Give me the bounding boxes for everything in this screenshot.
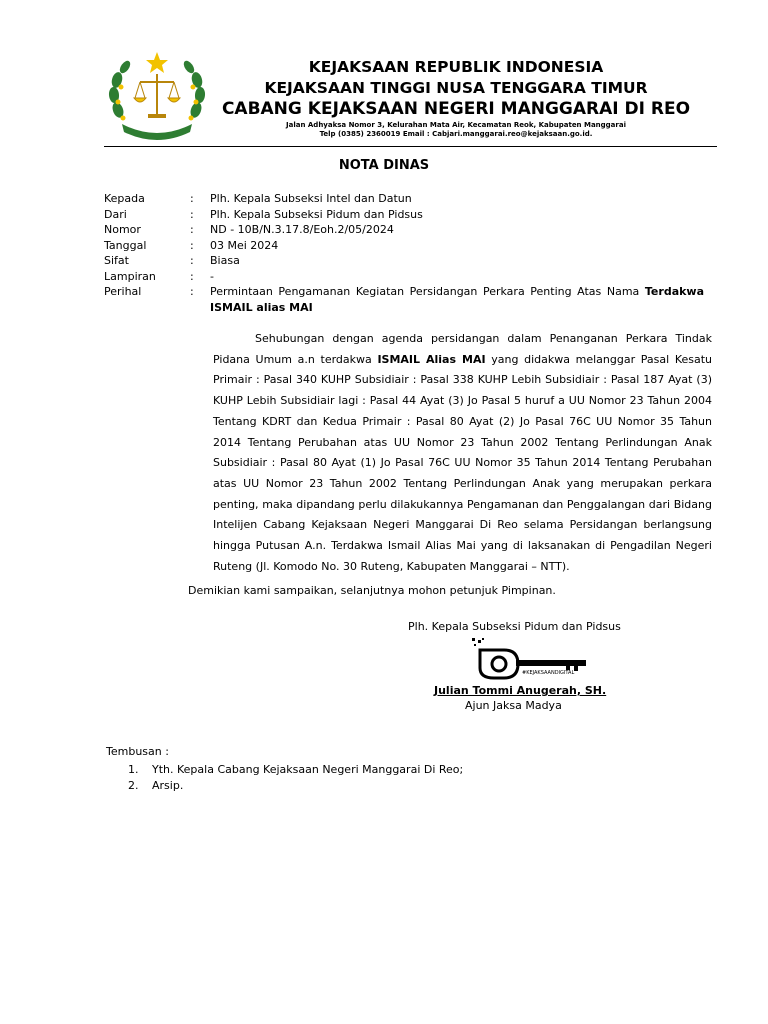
meta-label: Dari bbox=[104, 207, 127, 221]
meta-label: Sifat bbox=[104, 254, 129, 267]
body-text-1: Sehubungan dengan agenda persidangan dalam Penanganan Perkara Tindak Pidana Umum a.n terdakwa bbox=[213, 332, 712, 366]
meta-row-nomor bbox=[104, 222, 704, 238]
meta-label: Perihal bbox=[104, 285, 142, 298]
perihal-bold-text: Terdakwa ISMAIL alias MAI bbox=[210, 285, 705, 314]
digital-signature-stamp-icon bbox=[470, 638, 590, 682]
meta-value bbox=[210, 284, 704, 315]
closing-sentence: Demikian kami sampaikan, selanjutnya mohon petunjuk Pimpinan. bbox=[188, 584, 556, 597]
letterhead-line-1: KEJAKSAAN REPUBLIK INDONESIA bbox=[308, 58, 604, 76]
kejaksaan-logo-icon bbox=[104, 50, 210, 142]
letterhead-address: Jalan Adhyaksa Nomor 3, Kelurahan Mata Air, Kecamatan Reok, Kabupaten Manggarai bbox=[286, 121, 626, 129]
letterhead-contact: Telp (0385) 2360019 Email : Cabjari.manggarai.reo@kejaksaan.go.id. bbox=[319, 130, 593, 138]
list-number: 1. bbox=[128, 763, 139, 776]
meta-row-sifat bbox=[104, 253, 704, 269]
memo-body bbox=[213, 329, 712, 577]
stamp-text: #KEJAKSAANDIGITAL bbox=[522, 670, 575, 676]
meta-colon: : bbox=[190, 254, 194, 267]
document-title: NOTA DINAS bbox=[338, 158, 430, 173]
meta-colon: : bbox=[190, 238, 194, 252]
meta-label: Lampiran bbox=[104, 269, 156, 283]
meta-colon: : bbox=[190, 269, 194, 283]
meta-value: ND - 10B/N.3.17.8/Eoh.2/05/2024 bbox=[210, 223, 394, 236]
meta-colon: : bbox=[190, 285, 194, 298]
body-text-2: yang didakwa melanggar Pasal Kesatu Primair : Pasal 340 KUHP Subsidiair : Pasal 338 KUHP Lebih Subsidiair : Pasal 187 Ayat (3) KUHP Lebih Subsidiair lagi : Pasal 44 Ayat (3) Jo Pasal 5 huruf a UU Nomor 23 Tahun 2004 Tentang KDRT dan Kedua Primair : Pasal 80 Ayat (2) Jo Pasal 76C UU Nomor 35 Tahun 2014 Tentang Perubahan atas UU Nomor 23 Tahun 2002 Tentang Perlindungan Anak Subsidiair : Pasal 80 Ayat (1) Jo Pasal 76C UU Nomor 35 Tahun 2014 Tentang Perubahan atas UU Nomor 23 Tahun 2002 Tentang Perlindungan Anak yang merupakan perkara penting, maka dipandang perlu dilakukannya Pengamanan dan Penggalangan dari Bidang Intelijen Cabang Kejaksaan Negeri Manggarai Di Reo selama Persidangan berlangsung hingga Putusan A.n. Terdakwa Ismail Alias Mai yang di laksanakan di Pengadilan Negeri Ruteng (Jl. Komodo No. 30 Ruteng, Kabupaten Manggarai – NTT). bbox=[213, 352, 713, 573]
carbon-copy-list bbox=[128, 762, 463, 794]
meta-row-lampiran bbox=[104, 269, 704, 285]
letterhead-line-2: KEJAKSAAN TINGGI NUSA TENGGARA TIMUR bbox=[264, 79, 648, 97]
meta-colon: : bbox=[190, 192, 194, 205]
memo-metadata bbox=[104, 191, 704, 315]
list-text: Arsip. bbox=[152, 779, 184, 792]
meta-label: Nomor bbox=[104, 223, 141, 236]
perihal-text: Permintaan Pengamanan Kegiatan Persidangan Perkara Penting Atas Nama bbox=[210, 285, 640, 298]
list-number: 2. bbox=[128, 779, 139, 792]
meta-label: Kepada bbox=[104, 192, 145, 205]
meta-value: Plh. Kepala Subseksi Pidum dan Pidsus bbox=[210, 207, 423, 221]
meta-value: - bbox=[210, 269, 214, 283]
signatory-rank: Ajun Jaksa Madya bbox=[465, 699, 562, 712]
meta-value: 03 Mei 2024 bbox=[210, 238, 279, 252]
meta-colon: : bbox=[190, 223, 194, 236]
meta-value: Biasa bbox=[210, 254, 240, 267]
meta-colon: : bbox=[190, 207, 194, 221]
carbon-copy-label: Tembusan : bbox=[106, 745, 169, 758]
list-item bbox=[128, 762, 463, 778]
meta-row-kepada bbox=[104, 191, 704, 207]
meta-value: Plh. Kepala Subseksi Intel dan Datun bbox=[210, 192, 412, 205]
defendant-name: ISMAIL Alias MAI bbox=[377, 352, 486, 366]
list-text: Yth. Kepala Cabang Kejaksaan Negeri Manggarai Di Reo; bbox=[152, 763, 464, 776]
list-item bbox=[128, 778, 463, 794]
letterhead-line-3: CABANG KEJAKSAAN NEGERI MANGGARAI DI REO bbox=[221, 99, 691, 119]
signatory-title: Plh. Kepala Subseksi Pidum dan Pidsus bbox=[408, 620, 621, 633]
meta-label: Tanggal bbox=[104, 238, 147, 252]
letterhead-divider bbox=[104, 146, 717, 147]
meta-row-tanggal bbox=[104, 238, 704, 254]
signatory-name: Julian Tommi Anugerah, SH. bbox=[434, 684, 607, 697]
meta-row-dari bbox=[104, 207, 704, 223]
meta-row-perihal bbox=[104, 284, 704, 315]
